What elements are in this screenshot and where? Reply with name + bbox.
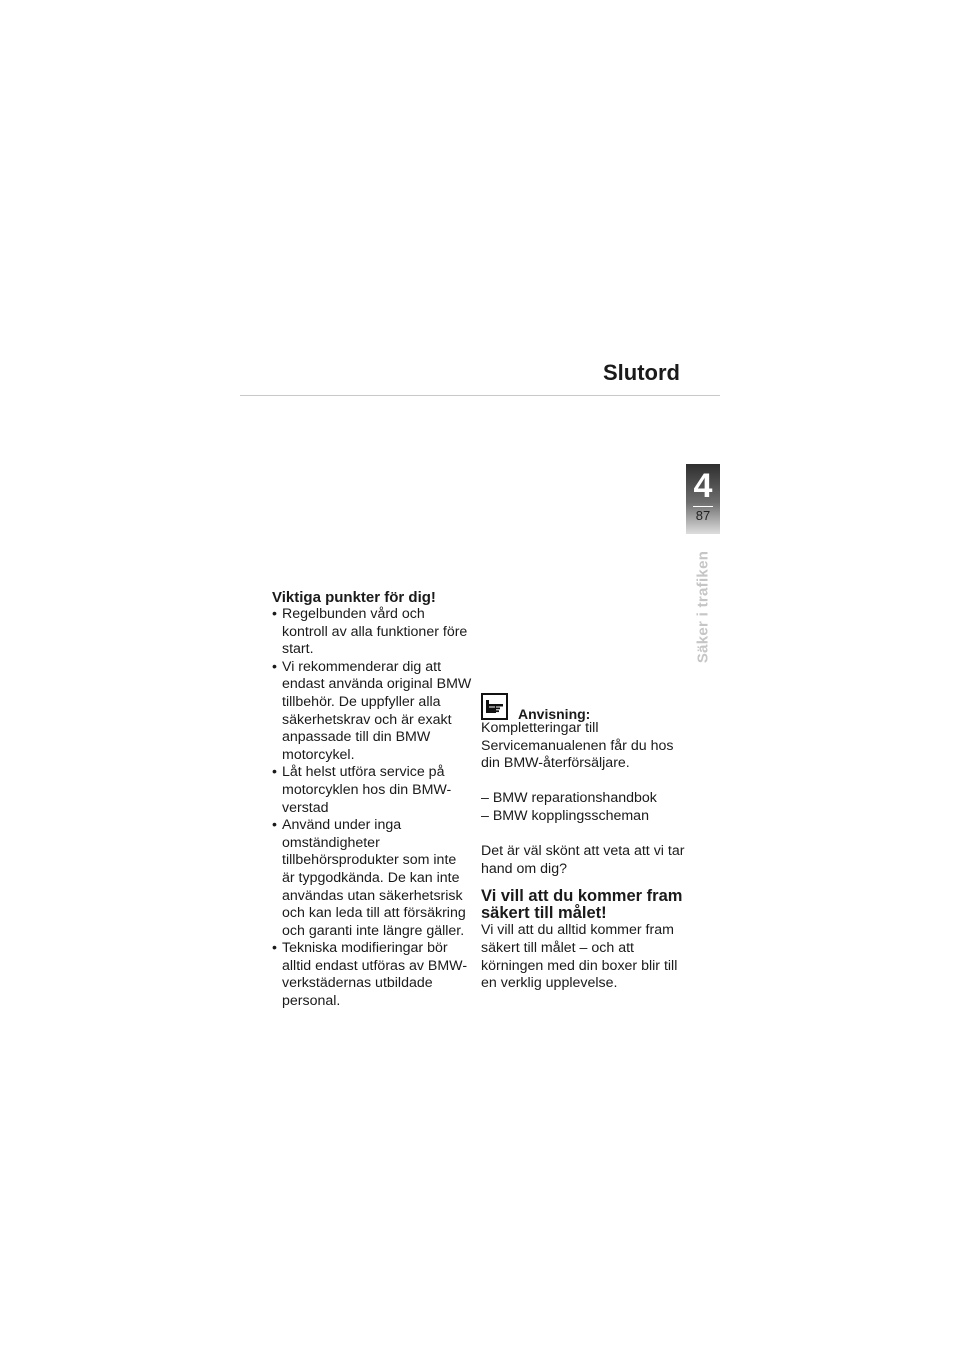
header-divider [240,395,720,396]
closing-question: Det är väl skönt att veta att vi tar hand om dig? [481,843,685,877]
bullet-icon: • [272,658,277,675]
page-number: 87 [695,508,711,523]
list-item: • Använd under inga omständigheter tillbehörsprodukter som inte är typgodkända. De kan inte användas utan säkerhetsrisk och kan leda till att försäkring och garanti inte längre gäller. [272,817,466,939]
right-column [481,693,686,993]
list-item: • Vi rekommenderar dig att endast använda original BMW tillbehör. De uppfyller alla säkerhetskrav och är exakt anpassade till din BMW motorcykel. [272,658,472,763]
chapter-side-label: Säker i trafiken [694,550,712,664]
list-item: – BMW kopplingsscheman [481,807,649,824]
list-item: – BMW reparationshandbok [481,790,657,807]
safe-arrival-heading: Vi vill att du kommer fram säkert till målet! [481,887,683,923]
note-label: Anvisning: [518,706,591,722]
bullet-icon: • [272,764,277,781]
chapter-number: 4 [693,467,713,505]
bullet-icon: • [272,940,277,957]
chapter-divider [693,506,713,507]
bullet-icon: • [272,606,277,622]
list-item: • Regelbunden vård och kontroll av alla funktioner före start. [272,606,468,658]
hand-pointing-note-icon [481,693,508,720]
list-item: • Tekniska modifieringar bör alltid endast utföras av BMW-verkstädernas utbildade personal. [272,940,468,1010]
section-title: Slutord [603,360,680,385]
chapter-tab [686,464,720,534]
note-text: Kompletteringar till Servicemanualenen får du hos din BMW-återförsäljare. [481,720,674,772]
list-item: • Låt helst utföra service på motorcyklen hos din BMW-verstad [272,764,452,816]
final-text: Vi vill att du alltid kommer fram säkert till målet – och att körningen med din boxer blir till en verklig upplevelse. [481,922,678,992]
left-column [272,589,472,1011]
manuals-list [481,790,686,825]
note-header [481,693,686,720]
important-points-list [272,606,472,1011]
bullet-icon: • [272,817,277,834]
important-points-heading: Viktiga punkter för dig! [272,589,436,606]
